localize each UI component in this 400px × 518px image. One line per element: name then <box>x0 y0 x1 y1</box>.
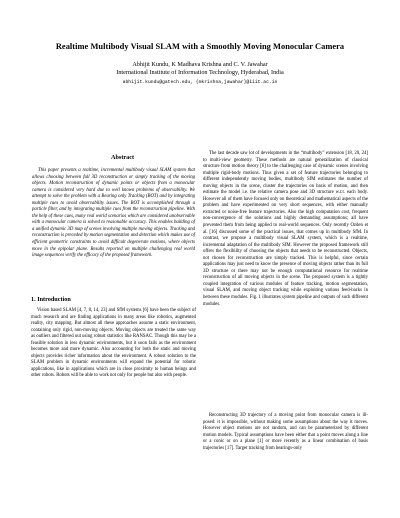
intro-paragraph: Vision based SLAM [4, 7, 8, 14, 23] and SfM systems [6] have been the subject of much research and are finding applications in many areas like robotics, augmented reality, city mapping. But almost all these approaches assume a static environment, containing only rigid, non-moving objects. Moving objects are treated the same way as outliers and filtered out using robust statistics like RANSAC. Though this may be a feasible solution in less dynamic environments, but it soon fails as the environment becomes more and more dynamic. Also accounting for both the static and moving objects provides richer information about the environment. A robust solution to the SLAM problem in dynamic environments will expand the potential for robotic applications, like in applications which are in close proximity to human beings and other robots. Robots will be able to work not only for people but also with people. <box>31 308 196 379</box>
author-block <box>20 61 380 78</box>
intro-heading: 1. Introduction <box>31 296 71 303</box>
body-paragraph-multibody: The last decade saw lot of developments in the “multibody” extension [18, 20, 24] to multi-view geometry. These methods are natural generalization of classical structure from motion theory [6] to the challenging case of dynamic scenes involving multiple rigid-body motions. Thus given a set of feature trajectories belonging to different independently moving bodies, multibody SfM estimates the number of moving objects in the scene, cluster the trajectories on basis of motion, and then estimate the model i.e. the relative camera pose and 3D structure w.r.t. each body. However all of them have focused only on theoretical and mathematical aspects of the problem and have experimented on very short sequences, with either manually extracted or noise-free feature trajectories. Also the high computation cost, frequent non-convergence of the solutions and highly demanding assumptions; all have prevented them from being applied to real-world sequences. Only recently Ozden et al. [16] discussed some of the practical issues, that comes up in multibody SfM. In contrast, we propose a multibody visual SLAM system, which is a realtime, incremental adaptation of the multibody SfM. However the proposed framework still offers the flexibility of choosing the objects that needs to be reconstructed. Objects, not chosen for reconstruction are simply tracked. This is helpful, since certain applications may just need to know the presence of moving objects rather than its full 3D structure or there may not be enough computational resource for realtime reconstruction of all moving objects in the scene. The proposed system is a tightly coupled integration of various modules of feature tracking, motion segmentation, visual SLAM, and moving object tracking while exploiting various feed-backs in between these modules. Fig. 1 illustrates system pipeline and outputs of such different modules. <box>203 151 368 307</box>
paper-title: Realtime Multibody Visual SLAM with a Smoothly Moving Monocular Camera <box>55 42 345 51</box>
abstract-heading: Abstract <box>111 154 135 161</box>
author-names: Abhijit Kundu, K Madhava Krishna and C. V. Jawahar <box>132 61 268 68</box>
author-emails: abhijit.kundu@gatech.edu, {mkrishna,jawahar}@iiit.ac.in <box>122 80 278 85</box>
body-paragraph-reconstruction: Reconstructing 3D trajectory of a moving point from monocular camera is ill-posed: it is impossible, without making some assumptions about the way it moves. However object motions are not random, and can be parameterized by different motion models. Typical assumptions have been either that a point moves along a line or a conic or on a plane [1] or more recently as a linear combination of basis trajectories [17]. Target tracking from bearings-only <box>203 413 368 451</box>
abstract-text: This paper presents a realtime, incremental multibody visual SLAM system that allows choosing between full 3D reconstruction or simply tracking of the moving objects. Motion reconstruction of dynamic points or objects from a monocular camera is considered very hard due to well known problems of observability. We attempt to solve the problem with a Bearing only Tracking (BOT) and by integrating multiple cues to avoid observability issues. The BOT is accomplished through a particle filter, and by integrating multiple cues from the reconstruction pipeline. With the help of these cues, many real world scenarios which are considered unobservable with a monocular camera is solved to reasonable accuracy. This enables building of a unified dynamic 3D map of scenes involving multiple moving objects. Tracking and reconstruction is preceded by motion segmentation and detection which makes use of efficient geometric constraints to avoid difficult degenerate motions, where objects move in the epipolar plane. Results reported on multiple challenging real world image sequences verify the efficacy of the proposed framework. <box>32 168 195 259</box>
author-affiliation: International Institute of Information Technology, Hyderabad, India <box>116 69 284 77</box>
